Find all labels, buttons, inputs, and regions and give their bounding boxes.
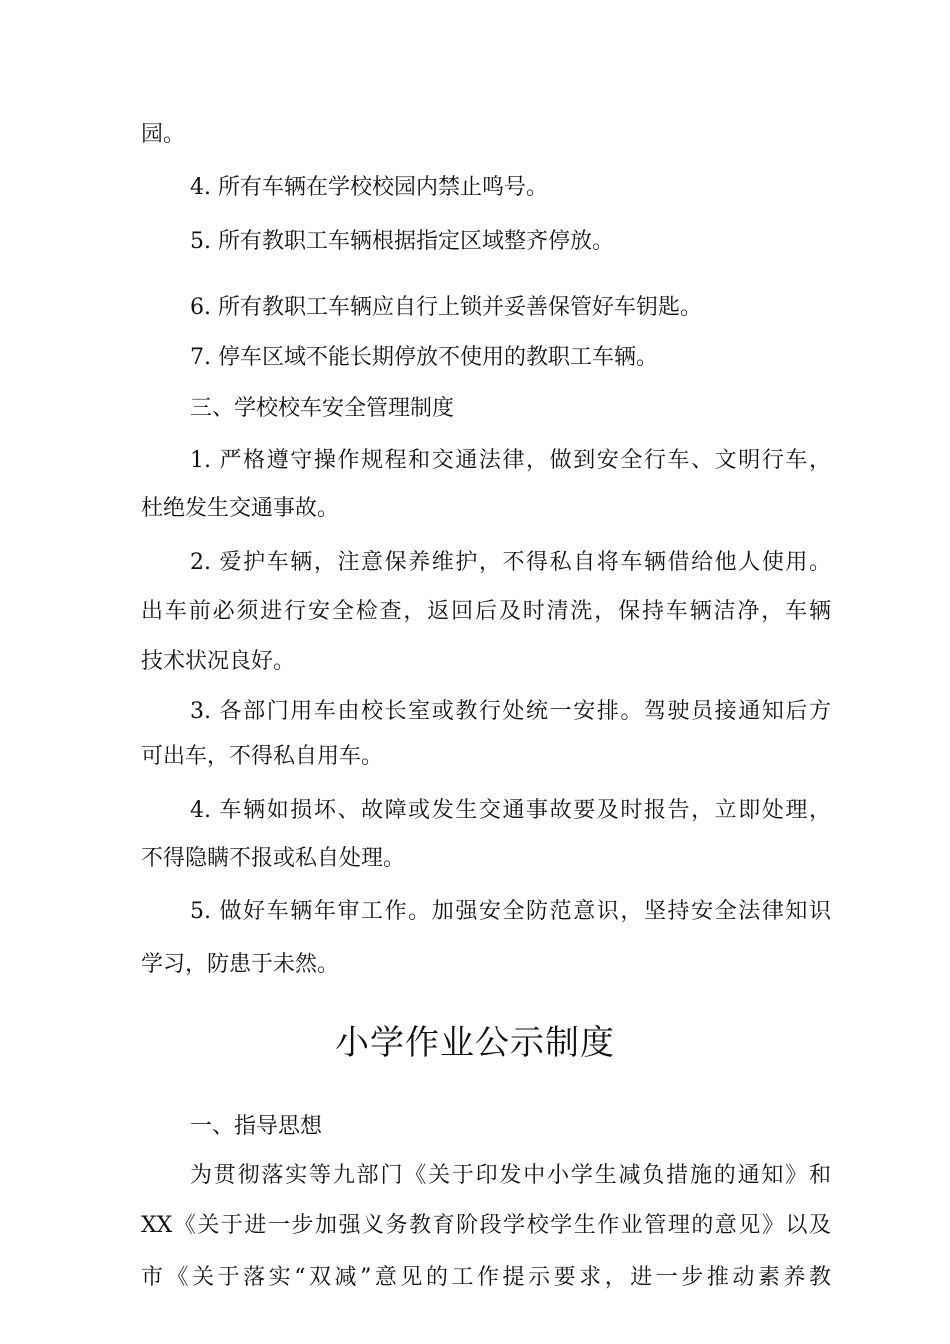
section-title: 小学作业公示制度 bbox=[335, 1023, 615, 1063]
paragraph-line: 不得隐瞒不报或私自处理。 bbox=[141, 846, 406, 871]
paragraph-line: 5. 所有教职工车辆根据指定区域整齐停放。 bbox=[190, 229, 614, 254]
paragraph-line: 4. 所有车辆在学校校园内禁止鸣号。 bbox=[190, 175, 548, 200]
paragraph-line: 5. 做好车辆年审工作。加强安全防范意识，坚持安全法律知识 bbox=[190, 899, 831, 924]
section-heading: 三、学校校车安全管理制度 bbox=[190, 396, 455, 421]
paragraph-line: 1. 严格遵守操作规程和交通法律，做到安全行车、文明行车， bbox=[190, 448, 831, 473]
paragraph-line: 2. 爱护车辆，注意保养维护，不得私自将车辆借给他人使用。 bbox=[190, 550, 831, 575]
paragraph-line: 6. 所有教职工车辆应自行上锁并妥善保管好车钥匙。 bbox=[190, 295, 702, 320]
paragraph-line: 市《关于落实“双减”意见的工作提示要求，进一步推动素养教 bbox=[141, 1265, 831, 1290]
paragraph-line: XX《关于进一步加强义务教育阶段学校学生作业管理的意见》以及 bbox=[141, 1213, 831, 1238]
paragraph-line: 3. 各部门用车由校长室或教行处统一安排。驾驶员接通知后方 bbox=[190, 699, 831, 724]
paragraph-line: 学习，防患于未然。 bbox=[141, 952, 340, 977]
paragraph-line: 技术状况良好。 bbox=[141, 649, 296, 674]
paragraph-line: 杜绝发生交通事故。 bbox=[141, 496, 340, 521]
paragraph-line: 4. 车辆如损坏、故障或发生交通事故要及时报告，立即处理， bbox=[190, 798, 831, 823]
section-heading: 一、指导思想 bbox=[190, 1114, 323, 1139]
paragraph-line: 出车前必须进行安全检查，返回后及时清洗，保持车辆洁净，车辆 bbox=[141, 599, 831, 624]
paragraph-line: 为贯彻落实等九部门《关于印发中小学生减负措施的通知》和 bbox=[190, 1163, 831, 1188]
paragraph-line: 园。 bbox=[141, 122, 186, 147]
paragraph-line: 可出车，不得私自用车。 bbox=[141, 744, 384, 769]
paragraph-line: 7. 停车区域不能长期停放不使用的教职工车辆。 bbox=[190, 345, 658, 370]
